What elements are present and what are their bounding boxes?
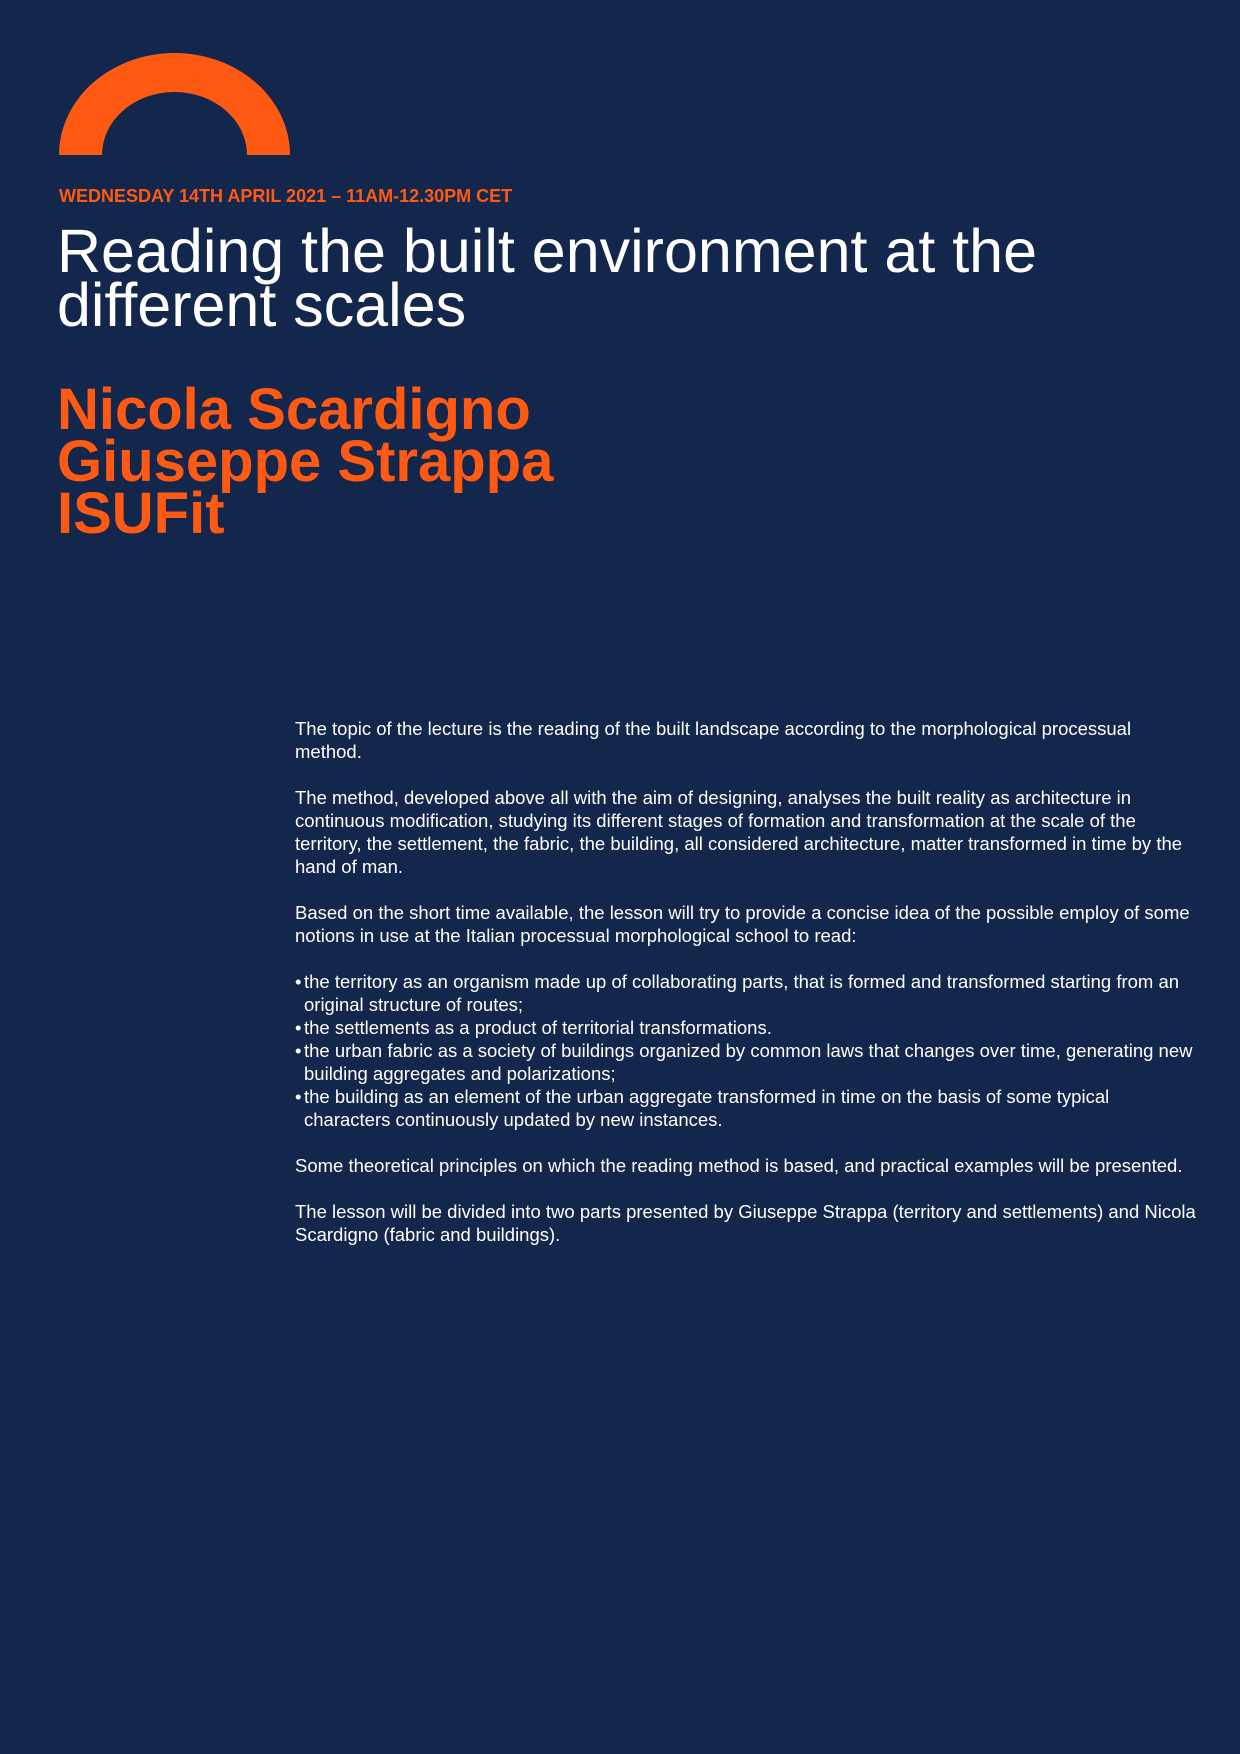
description-bullet-list <box>295 970 1200 1131</box>
bullet-icon: • <box>295 1017 302 1038</box>
event-date-time: WEDNESDAY 14TH APRIL 2021 – 11AM-12.30PM CET <box>59 186 513 206</box>
speaker-name: Giuseppe Strappa <box>57 429 554 494</box>
list-item <box>295 1085 1200 1131</box>
orange-half-arch-icon <box>59 53 290 155</box>
organization-name: ISUFit <box>57 481 225 546</box>
list-item-text: the settlements as a product of territorial transformations. <box>304 1017 772 1038</box>
speaker-name: Nicola Scardigno <box>57 377 531 442</box>
description-paragraph: Based on the short time available, the lesson will try to provide a concise idea of the possible employ of some notions in use at the Italian processual morphological school to read: <box>295 902 1190 946</box>
description-paragraph: Some theoretical principles on which the reading method is based, and practical examples will be presented. <box>295 1155 1183 1176</box>
list-item-text: the urban fabric as a society of buildings organized by common laws that changes over time, generating new building aggregates and polarizations; <box>304 1040 1193 1084</box>
lecture-title <box>57 217 1197 339</box>
speaker-list <box>57 377 554 546</box>
lecture-description <box>295 717 1200 1269</box>
description-paragraph: The lesson will be divided into two parts presented by Giuseppe Strappa (territory and settlements) and Nicola Scardigno (fabric and buildings). <box>295 1201 1196 1245</box>
bullet-icon: • <box>295 1086 302 1107</box>
list-item <box>295 1016 1200 1039</box>
description-paragraph: The method, developed above all with the aim of designing, analyses the built reality as architecture in continuous modification, studying its different stages of formation and transformation at the scale of the territory, the settlement, the fabric, the building, all considered architecture, matter transformed in time by the hand of man. <box>295 787 1183 877</box>
bullet-icon: • <box>295 1040 302 1061</box>
description-paragraph: The topic of the lecture is the reading of the built landscape according to the morphological processual method. <box>295 718 1132 762</box>
list-item-text: the territory as an organism made up of collaborating parts, that is formed and transformed starting from an original structure of routes; <box>304 971 1180 1015</box>
list-item-text: the building as an element of the urban aggregate transformed in time on the basis of some typical characters continuously updated by new instances. <box>304 1086 1110 1130</box>
bullet-icon: • <box>295 971 302 992</box>
lecture-title-line-2: different scales <box>57 271 467 339</box>
list-item <box>295 1039 1200 1085</box>
lecture-title-line-1: Reading the built environment at the <box>57 217 1038 285</box>
list-item <box>295 970 1200 1016</box>
